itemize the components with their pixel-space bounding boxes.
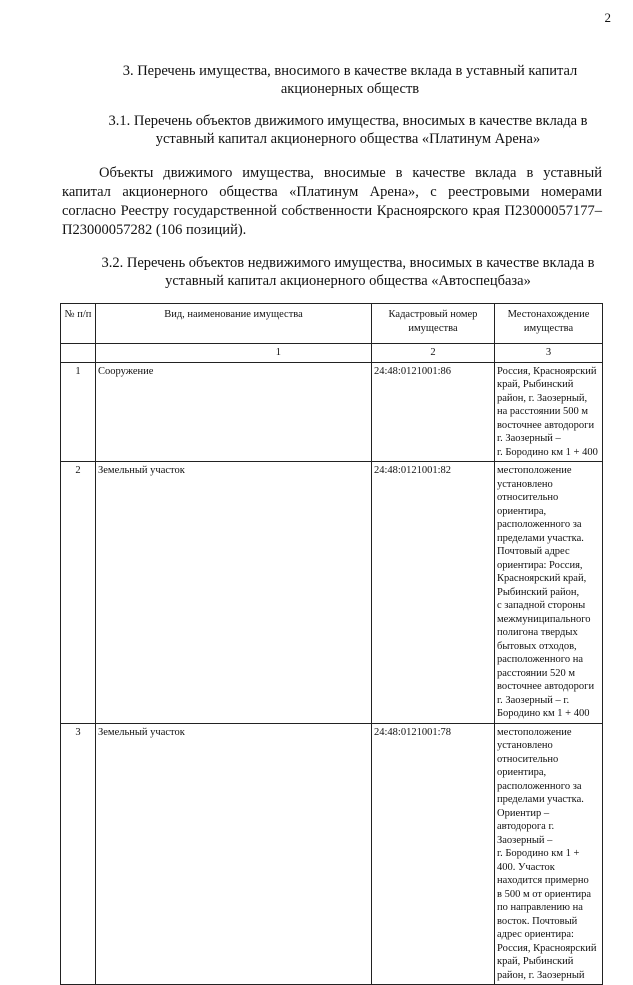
- table-row: [61, 462, 603, 724]
- row-location: Россия, Красноярский край, Рыбинский район, г. Заозерный, на расстоянии 500 м восточнее автодороги г. Заозерный – г. Бородино км 1 + 400: [495, 362, 603, 462]
- row-number: 3: [61, 723, 96, 985]
- row-cadastral: 24:48:0121001:78: [372, 723, 495, 985]
- property-table: [60, 303, 603, 985]
- row-cadastral: 24:48:0121001:82: [372, 462, 495, 724]
- header-cadastral: Кадастровый номер имущества: [372, 304, 495, 344]
- row-cadastral: 24:48:0121001:86: [372, 362, 495, 462]
- row-location: местоположение установлено относительно ориентира, расположенного за пределами участка. Почтовый адрес ориентира: Россия, Красноярский край, Рыбинский район, с западной стороны межмуниципального полигона твердых бытовых отходов, расположенного на расстоянии 520 м восточнее автодороги г. Заозерный – г. Бородино км 1 + 400: [495, 462, 603, 724]
- header-location: Местонахождение имущества: [495, 304, 603, 344]
- row-location: местоположение установлено относительно ориентира, расположенного за пределами участка. Ориентир – автодорога г. Заозерный – г. Бородино км 1 + 400. Участок находится примерно в 500 м от ориентира по направлению на восток. Почтовый адрес ориентира: Россия, Красноярский край, Рыбинский район, г. Заозерный: [495, 723, 603, 985]
- header-type: Вид, наименование имущества: [96, 304, 372, 344]
- index-cell-type: 1: [96, 344, 372, 363]
- row-type: Земельный участок: [96, 462, 372, 724]
- index-cell-cadastral: 2: [372, 344, 495, 363]
- table-index-row: [61, 344, 603, 363]
- page-number: 2: [604, 10, 611, 25]
- section-3-1-title: 3.1. Перечень объектов движимого имущества, вносимых в качестве вклада в уставный капитал акционерного общества «Платинум Арена»: [108, 113, 588, 147]
- row-number: 1: [61, 362, 96, 462]
- table-row: [61, 723, 603, 985]
- index-cell-empty: [61, 344, 96, 363]
- index-cell-location: 3: [495, 344, 603, 363]
- section-3-title: 3. Перечень имущества, вносимого в качестве вклада в уставный капитал акционерных обществ: [122, 63, 578, 97]
- table-row: [61, 362, 603, 462]
- section-3-2-title: 3.2. Перечень объектов недвижимого имущества, вносимых в качестве вклада в уставный капитал акционерного общества «Автоспецбаза»: [101, 255, 595, 289]
- row-number: 2: [61, 462, 96, 724]
- row-type: Земельный участок: [96, 723, 372, 985]
- row-type: Сооружение: [96, 362, 372, 462]
- section-3-1-paragraph: Объекты движимого имущества, вносимые в качестве вклада в уставный капитал акционерного общества «Платинум Арена», с реестровыми номерами согласно Реестру государственной собственности Красноярского края П23000057177–П23000057282 (106 позиций).: [62, 165, 602, 238]
- table-header-row: [61, 304, 603, 344]
- header-no: № п/п: [61, 304, 96, 344]
